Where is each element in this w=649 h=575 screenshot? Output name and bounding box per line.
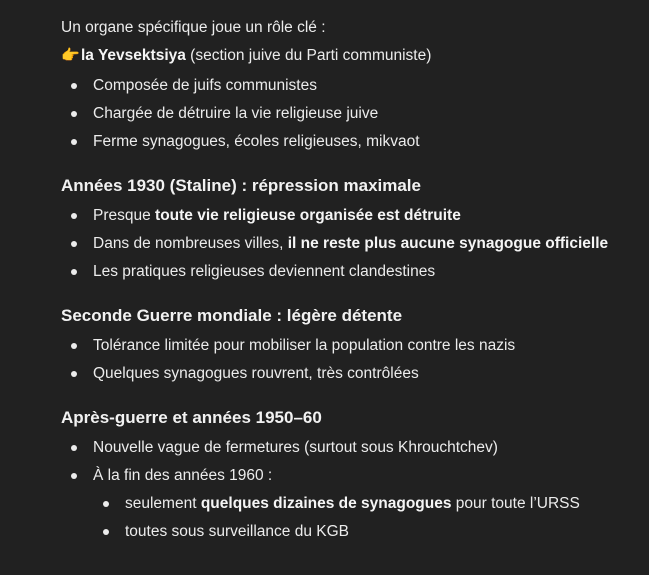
heading-postwar: Après-guerre et années 1950–60 <box>61 408 322 427</box>
list-item <box>61 230 609 258</box>
yevsektsiya-line <box>61 42 580 70</box>
list-item: Tolérance limitée pour mobiliser la population contre les nazis <box>61 332 580 360</box>
yevsektsiya-name: la Yevsektsiya <box>81 47 186 64</box>
list-item <box>93 490 580 518</box>
item-bold-text: toute vie religieuse organisée est détruite <box>155 207 461 224</box>
list-item <box>61 462 580 546</box>
item-text: Dans de nombreuses villes, <box>93 235 288 252</box>
list-item: Composée de juifs communistes <box>61 72 580 100</box>
item-text: Presque <box>93 207 156 224</box>
item-text: seulement <box>125 495 201 512</box>
list-item <box>61 202 580 230</box>
heading-ww2: Seconde Guerre mondiale : légère détente <box>61 306 403 325</box>
item-bold-text: il ne reste plus aucune synagogue officielle <box>287 235 609 252</box>
list-item: Quelques synagogues rouvrent, très contrôlées <box>61 360 580 388</box>
sublist-late-1960s <box>93 490 580 546</box>
intro-line: Un organe spécifique joue un rôle clé : <box>61 19 326 36</box>
list-1930s <box>61 202 609 286</box>
yevsektsiya-description: (section juive du Parti communiste) <box>185 47 432 64</box>
list-item: Les pratiques religieuses deviennent clandestines <box>61 258 580 286</box>
list-item: Nouvelle vague de fermetures (surtout sous Khrouchtchev) <box>61 434 580 462</box>
item-bold-text: quelques dizaines de synagogues <box>200 495 452 512</box>
list-item: Ferme synagogues, écoles religieuses, mikvaot <box>61 128 580 156</box>
list-ww2 <box>61 332 580 388</box>
list-postwar <box>61 434 580 546</box>
pointing-hand-icon: 👉 <box>61 47 80 64</box>
list-item: Chargée de détruire la vie religieuse juive <box>61 100 580 128</box>
list-item: toutes sous surveillance du KGB <box>93 518 580 546</box>
heading-1930s: Années 1930 (Staline) : répression maximale <box>61 176 421 195</box>
item-text: pour toute l’URSS <box>451 495 580 512</box>
item-text: À la fin des années 1960 : <box>93 467 273 484</box>
yevsektsiya-list <box>61 72 580 156</box>
